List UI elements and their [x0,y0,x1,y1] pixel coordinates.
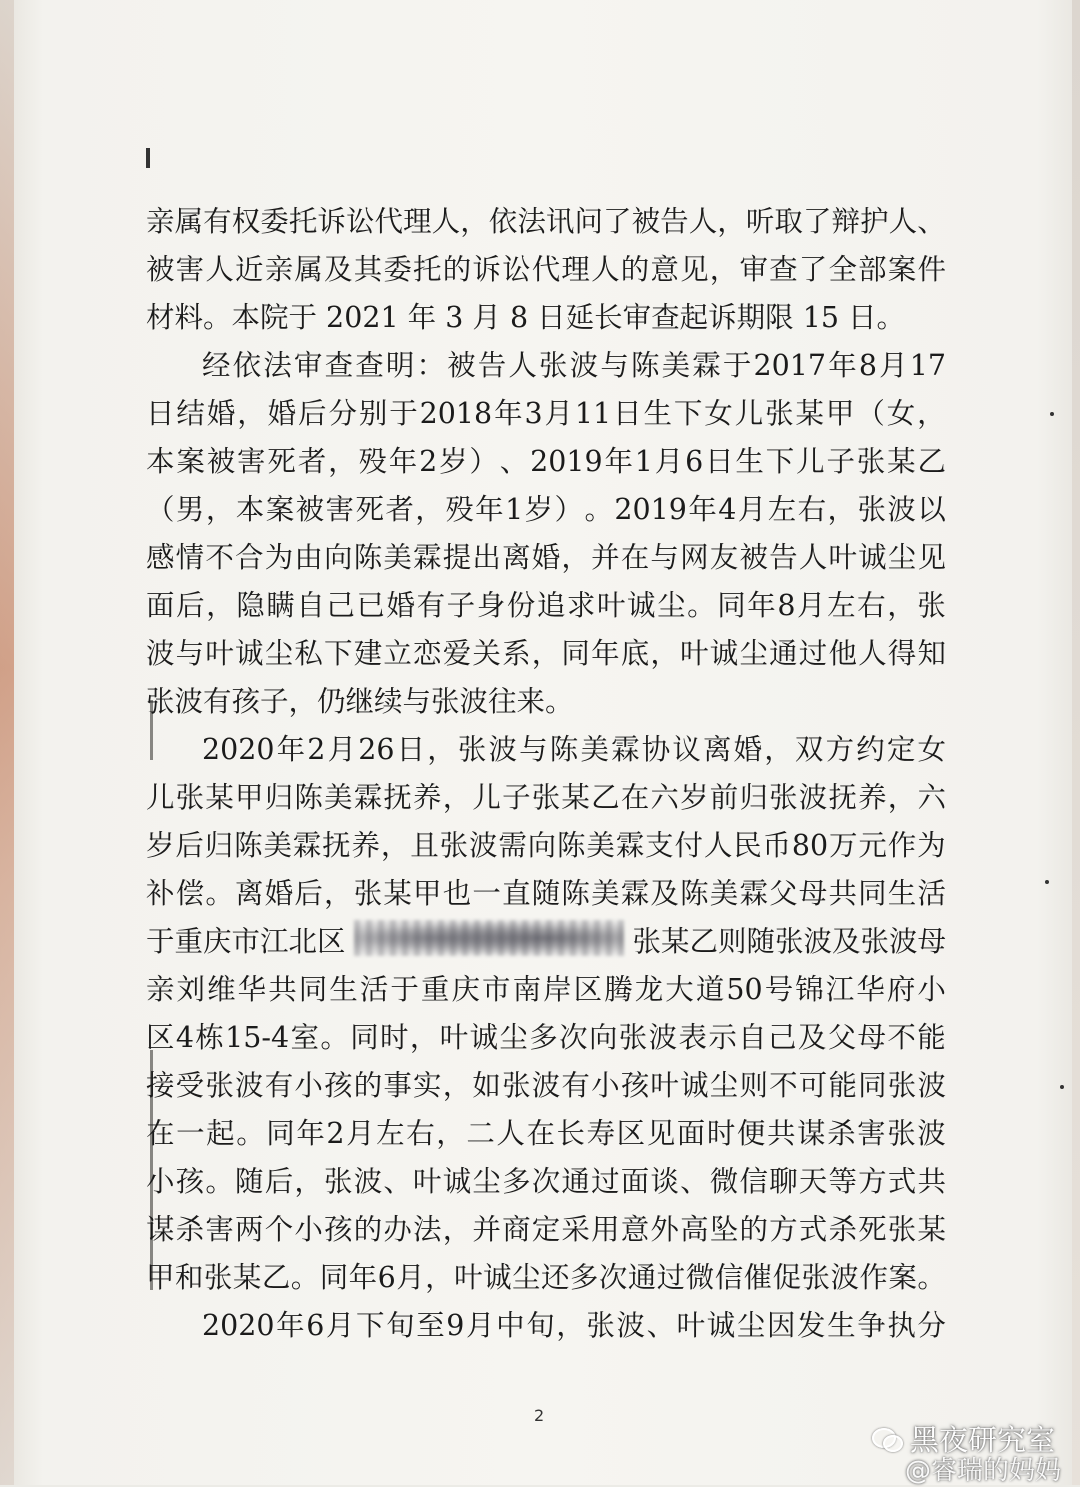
speck [1045,880,1049,884]
redacted-text-line [146,920,946,964]
text-line: 被 害 人 近 亲 属 及 其 委 托 的 诉 讼 代 理 人 的 意 见 ， 审 查 了 全 部 案 件 [146,253,946,286]
page-edge-right [1072,0,1080,1485]
speck [1060,1085,1064,1089]
text-line: （ 男 ， 本 案 被 害 死 者 ， 殁 年 1 岁 ） 。 2019 年 4 月 左 右 ， 张 波 以 [146,493,946,526]
text-line: 亲 刘 维 华 共 同 生 活 于 重 庆 市 南 岸 区 腾 龙 大 道 50 号 锦 江 华 府 小 [146,973,946,1006]
text-line: 接 受 张 波 有 小 孩 的 事 实 ， 如 张 波 有 小 孩 叶 诚 尘 则 不 可 能 同 张 波 [146,1069,946,1102]
text-line: 日 结 婚 ， 婚 后 分 别 于 2018 年 3 月 11 日 生 下 女 儿 张 某 甲 （ 女 ， [146,397,946,430]
channel-name: 黑夜研究室 [910,1423,1056,1457]
page-number: 2 [534,1406,545,1425]
text-line: 补 偿 。 离 婚 后 ， 张 某 甲 也 一 直 随 陈 美 霖 及 陈 美 霖 父 母 共 同 生 活 [146,877,946,910]
text-line: 区 4 栋 15-4 室 。 同 时 ， 叶 诚 尘 多 次 向 张 波 表 示 自 己 及 父 母 不 能 [146,1021,946,1054]
text-line: 小 孩 。 随 后 ， 张 波 、 叶 诚 尘 多 次 通 过 面 谈 、 微 信 聊 天 等 方 式 共 [146,1165,946,1198]
text-line: 波 与 叶 诚 尘 私 下 建 立 恋 爱 关 系 ， 同 年 底 ， 叶 诚 尘 通 过 他 人 得 知 [146,637,946,670]
weibo-watermark: @睿瑞的妈妈 [905,1456,1062,1486]
text-line: 甲 和 张 某 乙 。 同 年 6 月 ， 叶 诚 尘 还 多 次 通 过 微 信 催 促 张 波 作 案 。 [146,1261,946,1294]
paragraph-start-line: 经 依 法 审 查 查 明 ： 被 告 人 张 波 与 陈 美 霖 于 2017 年 8 月 17 [202,349,946,382]
text-line: 亲 属 有 权 委 托 诉 讼 代 理 人 ， 依 法 讯 问 了 被 告 人 ， 听 取 了 辩 护 人 、 [146,205,946,238]
text-line: 岁 后 归 陈 美 霖 抚 养 ， 且 张 波 需 向 陈 美 霖 支 付 人 民 币 80 万 元 作 为 [146,829,946,862]
text-line: 面 后 ， 隐 瞒 自 己 已 婚 有 子 身 份 追 求 叶 诚 尘 。 同 年 8 月 左 右 ， 张 [146,589,946,622]
redacted-line-before: 于重庆市江北区 [146,925,346,958]
page-edge-left [0,0,14,1485]
text-line: 感 情 不 合 为 由 向 陈 美 霖 提 出 离 婚 ， 并 在 与 网 友 被 告 人 叶 诚 尘 见 [146,541,946,574]
binding-mark [146,148,150,168]
wechat-icon [872,1426,902,1452]
speck [1050,412,1054,416]
text-line: 本 案 被 害 死 者 ， 殁 年 2 岁 ） 、 2019 年 1 月 6 日 生 下 儿 子 张 某 乙 [146,445,946,478]
text-line: 谋 杀 害 两 个 小 孩 的 办 法 ， 并 商 定 采 用 意 外 高 坠 的 方 式 杀 死 张 某 [146,1213,946,1246]
text-line: 儿 张 某 甲 归 陈 美 霖 抚 养 ， 儿 子 张 某 乙 在 六 岁 前 归 张 波 抚 养 ， 六 [146,781,946,814]
redaction-blur [354,920,625,956]
text-line: 在 一 起 。 同 年 2 月 左 右 ， 二 人 在 长 寿 区 见 面 时 便 共 谋 杀 害 张 波 [146,1117,946,1150]
paragraph-start-line: 2020 年 6 月 下 旬 至 9 月 中 旬 ， 张 波 、 叶 诚 尘 因 发 生 争 执 分 [202,1309,946,1342]
paragraph-start-line: 2020 年 2 月 26 日 ， 张 波 与 陈 美 霖 协 议 离 婚 ， 双 方 约 定 女 [202,733,946,766]
redacted-line-after: 张某乙则随张波及张波母 [632,925,946,958]
text-line: 材料。本院于 2021 年 3 月 8 日延长审查起诉期限 15 日。 [146,301,906,334]
text-line: 张波有孩子，仍继续与张波往来。 [146,685,574,718]
